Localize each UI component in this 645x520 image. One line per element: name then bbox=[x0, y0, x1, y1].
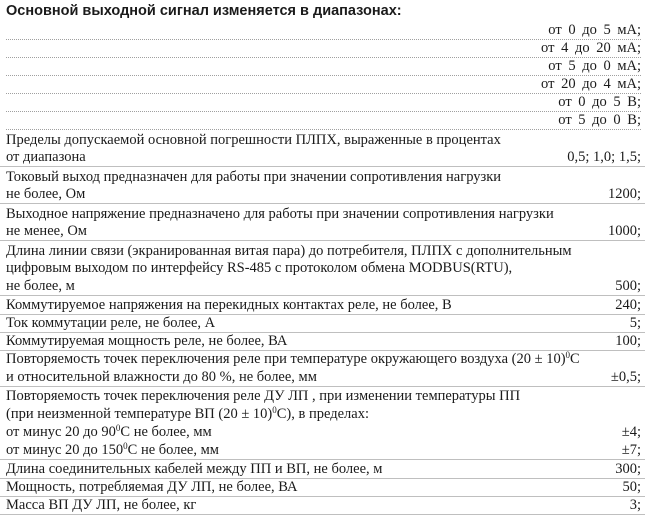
spec-value: 3; bbox=[629, 497, 641, 513]
spec-line bbox=[6, 460, 641, 478]
spec-value: 1200; bbox=[607, 186, 641, 202]
range-value: от 0 до 5 В; bbox=[558, 94, 641, 110]
range-row bbox=[6, 57, 641, 76]
range-row bbox=[6, 75, 641, 94]
spec-value: 300; bbox=[615, 461, 641, 477]
spec-text: (при неизменной температуре ВП $(20 \pm 10)^0С$), в пределах: bbox=[6, 405, 370, 422]
spec-line bbox=[6, 332, 641, 350]
range-row bbox=[6, 111, 641, 130]
spec-text: Токовый выход предназначен для работы при значении сопротивления нагрузки bbox=[6, 169, 502, 185]
spec-line bbox=[6, 314, 641, 332]
spec-value: 50; bbox=[622, 479, 641, 495]
spec-line bbox=[6, 148, 641, 166]
spec-line bbox=[6, 405, 641, 423]
spec-text: Мощность, потребляемая ДУ ЛП, не более, ВА bbox=[6, 479, 298, 495]
spec-text: и относительной влажности до 80 %, не более, мм bbox=[6, 369, 317, 385]
spec-line bbox=[6, 259, 641, 277]
range-value: от 20 до 4 мА; bbox=[541, 76, 641, 92]
spec-value: 240; bbox=[615, 297, 641, 313]
row-divider bbox=[0, 514, 645, 515]
row-divider bbox=[0, 203, 645, 204]
section-heading: Основной выходной сигнал изменяется в диапазонах: bbox=[6, 3, 402, 19]
spec-line bbox=[6, 423, 641, 441]
spec-text: Длина соединительных кабелей между ПП и ВП, не более, м bbox=[6, 461, 383, 477]
spec-line bbox=[6, 350, 641, 368]
spec-text: Выходное напряжение предназначено для работы при значении сопротивления нагрузки bbox=[6, 206, 554, 222]
spec-text: Пределы допускаемой основной погрешности ПЛПХ, выраженные в процентах bbox=[6, 132, 501, 148]
spec-line bbox=[6, 368, 641, 386]
spec-value: 500; bbox=[615, 278, 641, 294]
spec-text: не менее, Ом bbox=[6, 223, 87, 239]
range-row bbox=[6, 39, 641, 58]
spec-line bbox=[6, 205, 641, 223]
spec-text: Ток коммутации реле, не более, А bbox=[6, 315, 216, 331]
spec-text: от диапазона bbox=[6, 149, 86, 165]
spec-text: Повторяемость точек переключения реле при температуре окружающего воздуха $(20 \pm 10)^0С$ bbox=[6, 350, 580, 367]
spec-value: 0,5; 1,0; 1,5; bbox=[567, 149, 641, 165]
spec-value: 5; bbox=[629, 315, 641, 331]
spec-text: Масса ВП ДУ ЛП, не более, кг bbox=[6, 497, 197, 513]
range-value: от 5 до 0 В; bbox=[558, 112, 641, 128]
range-row bbox=[6, 21, 641, 40]
range-value: от 5 до 0 мА; bbox=[548, 58, 641, 74]
spec-text: от минус 20 до $90^0С$ не более, мм bbox=[6, 423, 212, 440]
spec-line bbox=[6, 131, 641, 149]
spec-text: Коммутируемая мощность реле, не более, ВА bbox=[6, 333, 288, 349]
spec-line bbox=[6, 185, 641, 203]
spec-value: ±7; bbox=[621, 442, 641, 458]
spec-text: Коммутируемое напряжения на перекидных контактах реле, не более, В bbox=[6, 297, 452, 313]
spec-value: 100; bbox=[615, 333, 641, 349]
spec-line bbox=[6, 478, 641, 496]
spec-text: Длина линии связи (экранированная витая пара) до потребителя, ПЛПХ с дополнительным bbox=[6, 243, 572, 259]
spec-value: 1000; bbox=[607, 223, 641, 239]
spec-text: от минус 20 до $150^0С$ не более, мм bbox=[6, 441, 219, 458]
range-row bbox=[6, 93, 641, 112]
row-divider bbox=[0, 240, 645, 241]
range-value: от 0 до 5 мА; bbox=[548, 22, 641, 38]
spec-line bbox=[6, 441, 641, 459]
spec-line bbox=[6, 387, 641, 405]
spec-line bbox=[6, 277, 641, 295]
range-value: от 4 до 20 мА; bbox=[541, 40, 641, 56]
spec-value: ±0,5; bbox=[610, 369, 641, 385]
spec-line bbox=[6, 168, 641, 186]
spec-value: ±4; bbox=[621, 424, 641, 440]
spec-text: цифровым выходом по интерфейсу RS-485 с протоколом обмена MODBUS(RTU), bbox=[6, 260, 513, 276]
row-divider bbox=[0, 166, 645, 167]
spec-line bbox=[6, 222, 641, 240]
spec-line bbox=[6, 242, 641, 260]
spec-text: Повторяемость точек переключения реле ДУ ЛП , при изменении температуры ПП bbox=[6, 388, 521, 404]
spec-line bbox=[6, 496, 641, 514]
spec-text: не более, м bbox=[6, 278, 75, 294]
spec-line bbox=[6, 296, 641, 314]
spec-text: не более, Ом bbox=[6, 186, 86, 202]
